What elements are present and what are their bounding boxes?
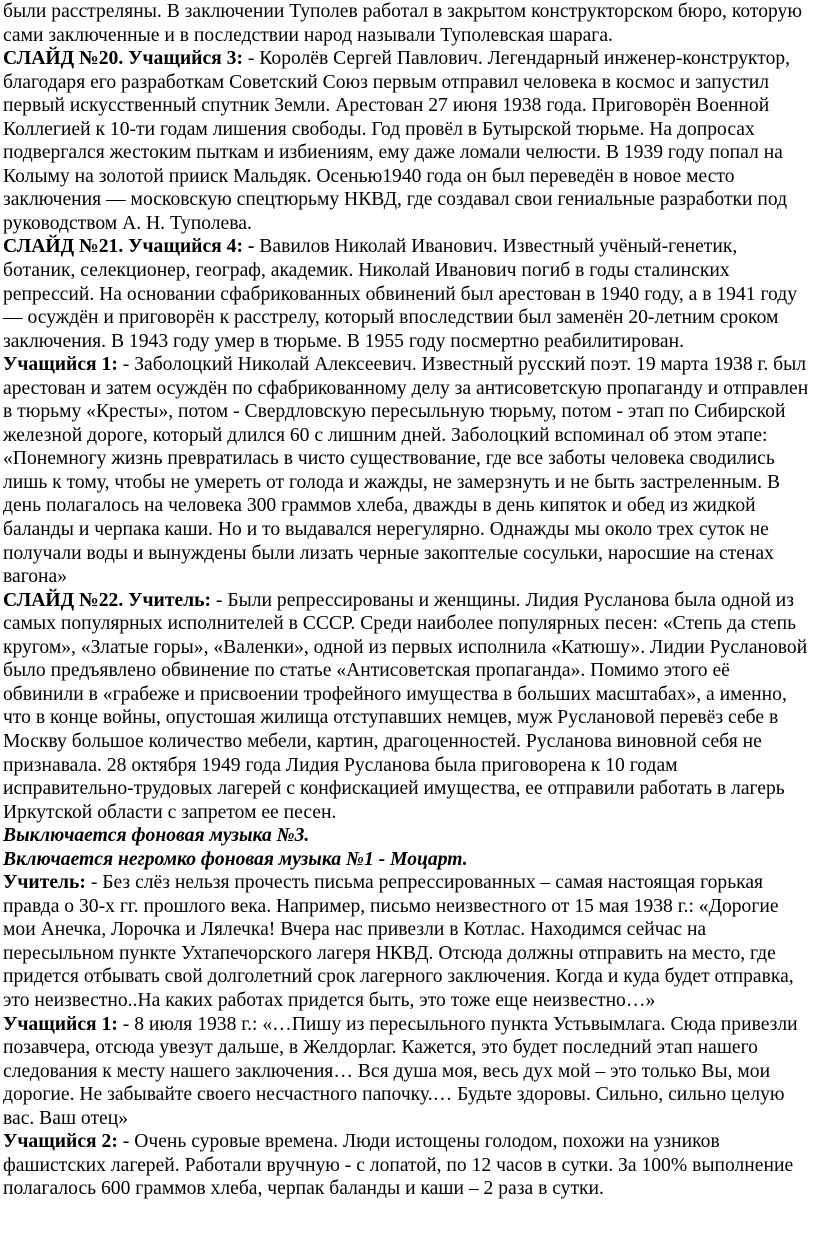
paragraph-intro xyxy=(3,0,811,47)
speaker-label: Учитель: xyxy=(3,872,86,894)
paragraph-slide-22 xyxy=(3,589,811,824)
paragraph-text: - Королёв Сергей Павлович. Легендарный инженер-конструктор, благодаря его разработкам Советский Союз первым отправил человека в космос и запустил первый искусственный спутник Земли. Арестован 27 июня 1938 года. Приговорён Военной Коллегией к 10-ти годам лишения свободы. Год провёл в Бутырской тюрьме. На допросах подвергался жестоким пыткам и избиениям, ему даже ломали челюсти. В 1939 году попал на Колыму на золотой прииск Мальдяк. Осенью1940 года он был переведён в новое место заключения — московскую спецтюрьму НКВД, где создавал свои гениальные разработки под руководством А. Н. Туполева. xyxy=(3,48,791,234)
paragraph-text: - Без слёз нельзя прочесть письма репрессированных – самая настоящая горькая правда о 30-х гг. прошлого века. Например, письмо неизвестного от 15 мая 1938 г.: «Дорогие мои Анечка, Лорочка и Лялечка! Вчера нас привезли в Котлас. Находимся сейчас на пересыльном пункте Ухтапечорского лагеря НКВД. Отсюда должны отправить на место, где придется отбывать свой долголетний срок лагерного заключения. Когда и куда будет отправка, это неизвестно..На каких работах придется быть, это тоже еще неизвестно…» xyxy=(3,872,794,1011)
paragraph-text: Вавилов Николай Иванович. Известный учёный-генетик, ботаник, селекционер, географ, академик. Николай Иванович погиб в годы сталинских репрессий. На основании сфабрикованных обвинений был арестован в 1940 году, а в 1941 году — осуждён и приговорён к расстрелу, который впоследствии был заменён 20-летним сроком заключения. В 1943 году умер в тюрьме. В 1955 году посмертно реабилитирован. xyxy=(3,236,797,352)
speaker-label: СЛАЙД №22. Учитель: xyxy=(3,589,212,611)
paragraph-text: были расстреляны. В заключении Туполев работал в закрытом конструкторском бюро, которую сами заключенные и в последствии народ называли Туполевская шарага. xyxy=(3,1,802,46)
paragraph-student-1-zabolotsky xyxy=(3,353,811,588)
stage-direction-music-off xyxy=(3,824,811,848)
paragraph-teacher-letters xyxy=(3,871,811,1012)
paragraph-student-1-letter xyxy=(3,1013,811,1131)
document-page xyxy=(3,0,811,1201)
speaker-label: Учащийся 1: xyxy=(3,1013,118,1035)
speaker-label: Учащийся 2: xyxy=(3,1131,118,1153)
stage-direction-music-on xyxy=(3,848,811,872)
stage-direction-text: Включается негромко фоновая музыка №1 - Моцарт. xyxy=(3,848,468,870)
paragraph-slide-20 xyxy=(3,47,811,235)
speaker-label: Учащийся 1: xyxy=(3,354,118,376)
speaker-label: СЛАЙД №21. Учащийся 4: - xyxy=(3,236,255,258)
paragraph-text: - Заболоцкий Николай Алексеевич. Известный русский поэт. 19 марта 1938 г. был арестован и затем осуждён по сфабрикованному делу за антисоветскую пропаганду и отправлен в тюрьму «Кресты», потом - Свердловскую пересыльную тюрьму, потом - этап по Сибирской железной дороге, который длился 60 с лишним дней. Заболоцкий вспоминал об этом этапе: «Понемногу жизнь превратилась в чисто существование, где все заботы человека сводились лишь к тому, чтобы не умереть от голода и жажды, не замерзнуть и не быть застреленным. В день полагалось на человека 300 граммов хлеба, дважды в день кипяток и обед из жидкой баланды и черпака каши. Но и то выдавался нерегулярно. Однажды мы около трех суток не получали воды и вынуждены были лизать черные закоптелые сосульки, наросшие на стенах вагона» xyxy=(3,354,809,588)
speaker-label: СЛАЙД №20. Учащийся 3: xyxy=(3,48,243,70)
paragraph-text: - 8 июля 1938 г.: «…Пишу из пересыльного пункта Устьвымлага. Сюда привезли позавчера, отсюда увезут дальше, в Желдорлаг. Кажется, это будет последний этап нашего следования к месту нашего заключения… Вся душа моя, весь дух мой – это только Вы, мои дорогие. Не забывайте своего несчастного папочку.… Будьте здоровы. Сильно, сильно целую вас. Ваш отец» xyxy=(3,1013,798,1129)
paragraph-text: - Очень суровые времена. Люди истощены голодом, похожи на узников фашистских лагерей. Работали вручную - с лопатой, по 12 часов в сутки. За 100% выполнение полагалось 600 граммов хлеба, черпак баланды и каши – 2 раза в сутки. xyxy=(3,1131,794,1200)
stage-direction-text: Выключается фоновая музыка №3. xyxy=(3,825,310,847)
paragraph-student-2 xyxy=(3,1130,811,1201)
paragraph-slide-21 xyxy=(3,235,811,353)
paragraph-text: - Были репрессированы и женщины. Лидия Русланова была одной из самых популярных исполнителей в СССР. Среди наиболее популярных песен: «Степь да степь кругом», «Златые горы», «Валенки», одной из первых исполнила «Катюшу». Лидии Руслановой было предъявлено обвинение по статье «Антисоветская пропаганда». Помимо этого её обвинили в «грабеже и присвоении трофейного имущества в больших масштабах», а именно, что в конце войны, опустошая жилища отступавших немцев, муж Руслановой перевёз себе в Москву большое количество мебели, картин, драгоценностей. Русланова виновной себя не признавала. 28 октября 1949 года Лидия Русланова была приговорена к 10 годам исправительно-трудовых лагерей с конфискацией имущества, ее отправили работать в лагерь Иркутской области с запретом ее песен. xyxy=(3,589,808,823)
